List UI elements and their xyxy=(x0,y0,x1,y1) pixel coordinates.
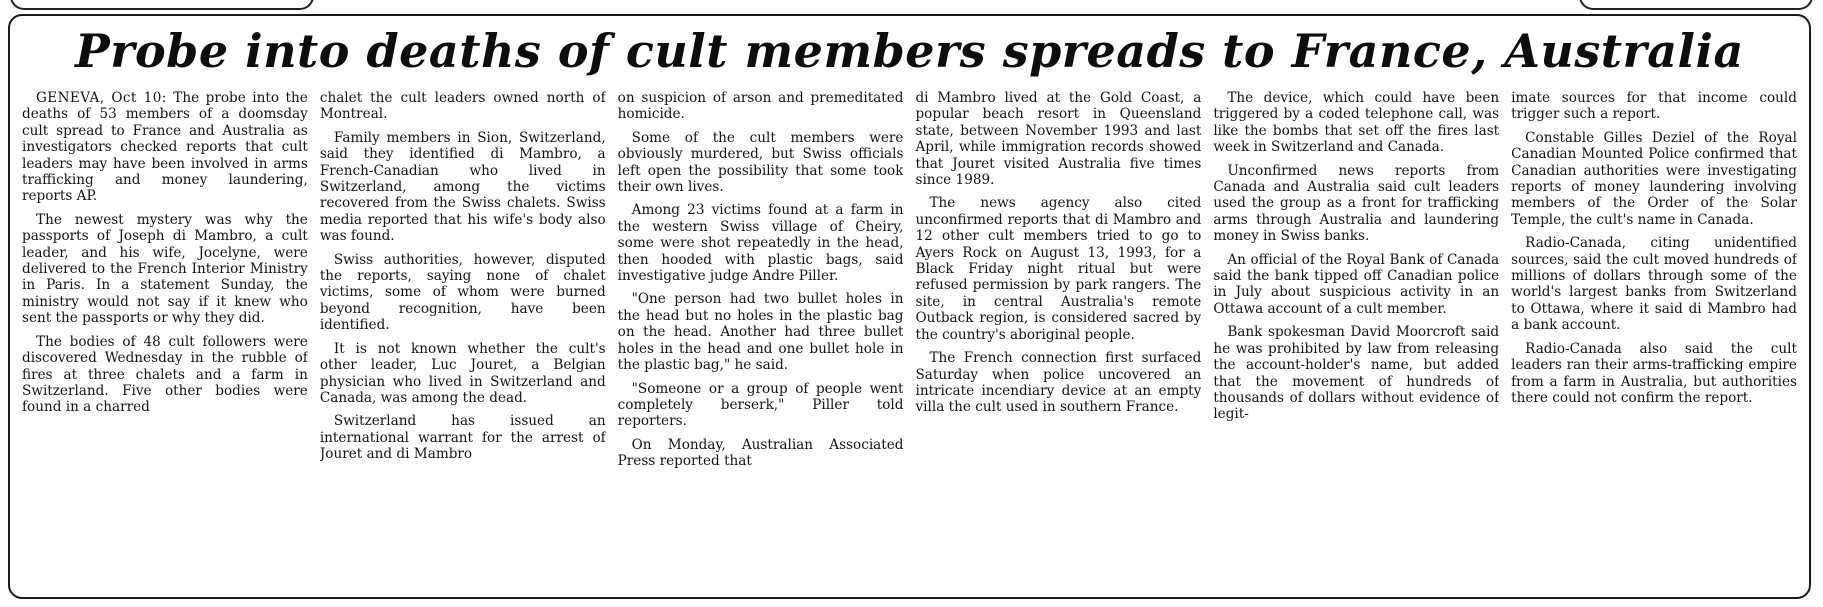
column-5 xyxy=(1213,90,1499,590)
paragraph: "One person had two bullet holes in the head but no holes in the plastic bag on the head. Another had three bullet holes in the head and one bullet hole in the plastic bag," he said. xyxy=(617,291,904,374)
paragraph-continued: di Mambro lived at the Gold Coast, a popular beach resort in Queensland state, between November 1993 and last April, while immigration records showed that Jouret visited Australia five times since 1989. xyxy=(915,90,1202,189)
paragraph: Swiss authorities, however, disputed the reports, saying none of chalet victims, some of whom were burned beyond recognition, have been identified. xyxy=(319,251,606,334)
paragraph: Bank spokesman David Moorcroft said he was prohibited by law from releasing the account-holder's name, but added that the movement of hundreds of thousands of dollars without evidence of legit- xyxy=(1213,324,1500,423)
column-6 xyxy=(1511,90,1797,590)
column-3 xyxy=(618,90,904,590)
paragraph: The news agency also cited unconfirmed reports that di Mambro and 12 other cult members tried to go to Ayers Rock on August 13, 1993, for a Black Friday night ritual but were refused permission by park rangers. The site, in central Australia's remote Outback region, is considered sacred by the country's aboriginal people. xyxy=(915,195,1202,343)
column-1 xyxy=(22,90,308,590)
paragraph-continued: imate sources for that income could trigger such a report. xyxy=(1511,90,1797,123)
previous-article-border xyxy=(10,0,314,10)
paragraph: On Monday, Australian Associated Press reported that xyxy=(617,436,904,470)
paragraph: The bodies of 48 cult followers were discovered Wednesday in the rubble of fires at three chalets and a farm in Switzerland. Five other bodies were found in a charred xyxy=(22,333,308,416)
paragraph-continued: chalet the cult leaders owned north of Montreal. xyxy=(319,90,606,123)
paragraph: Among 23 victims found at a farm in the western Swiss village of Cheiry, some were shot repeatedly in the head, then hooded with plastic bags, said investigative judge Andre Piller. xyxy=(617,202,904,285)
headline: Probe into deaths of cult members spreads to France, Australia xyxy=(75,24,1744,78)
paragraph: Unconfirmed news reports from Canada and Australia said cult leaders used the group as a front for trafficking arms through Australia and laundering money in Swiss banks. xyxy=(1213,162,1500,245)
article-frame xyxy=(8,14,1811,599)
paragraph: Radio-Canada, citing unidentified sources, said the cult moved hundreds of millions of dollars through some of the world's largest banks from Switzerland to Ottawa, where it said di Mambro had a bank account. xyxy=(1511,235,1797,334)
paragraph: Constable Gilles Deziel of the Royal Canadian Mounted Police confirmed that Canadian authorities were investigating reports of money laundering involving members of the Order of the Solar Temple, the cult's name in Canada. xyxy=(1511,129,1797,228)
paragraph: Switzerland has issued an international warrant for the arrest of Jouret and di Mambro xyxy=(319,413,606,463)
adjacent-article-border xyxy=(1579,0,1813,10)
paragraph: Some of the cult members were obviously murdered, but Swiss officials left open the possibility that some took their own lives. xyxy=(617,129,904,196)
paragraph-continued: on suspicion of arson and premeditated homicide. xyxy=(617,90,904,123)
article-body xyxy=(22,90,1797,590)
column-4 xyxy=(915,90,1201,590)
paragraph: Radio-Canada also said the cult leaders ran their arms-trafficking empire from a farm in Australia, but authorities there could not confirm the report. xyxy=(1511,340,1797,406)
paragraph: The newest mystery was why the passports of Joseph di Mambro, a cult leader, and his wife, Jocelyne, were delivered to the French Interior Ministry in Paris. In a statement Sunday, the ministry would not say if it knew who sent the passports or why they did. xyxy=(22,211,308,327)
paragraph: An official of the Royal Bank of Canada said the bank tipped off Canadian police in July about suspicious activity in an Ottawa account of a cult member. xyxy=(1213,251,1500,317)
paragraph: Family members in Sion, Switzerland, said they identified di Mambro, a French-Canadian who lived in Switzerland, among the victims recovered from the Swiss chalets. Swiss media reported that his wife's body also was found. xyxy=(319,129,606,245)
paragraph: The device, which could have been triggered by a coded telephone call, was like the bombs that set off the fires last week in Switzerland and Canada. xyxy=(1213,90,1500,156)
paragraph: It is not known whether the cult's other leader, Luc Jouret, a Belgian physician who lived in Switzerland and Canada, was among the dead. xyxy=(319,340,606,406)
column-2 xyxy=(320,90,606,590)
paragraph: The French connection first surfaced Saturday when police uncovered an intricate incendiary device at an empty villa the cult used in southern France. xyxy=(915,350,1202,416)
paragraph xyxy=(22,90,308,205)
dateline: GENEVA, Oct 10: xyxy=(36,90,167,106)
paragraph-text: The probe into the deaths of 53 members of a doomsday cult spread to France and Australia as investigators checked reports that cult leaders may have been involved in arms trafficking and money laundering, reports AP. xyxy=(22,90,308,205)
paragraph: "Someone or a group of people went completely berserk," Piller told reporters. xyxy=(617,380,904,430)
